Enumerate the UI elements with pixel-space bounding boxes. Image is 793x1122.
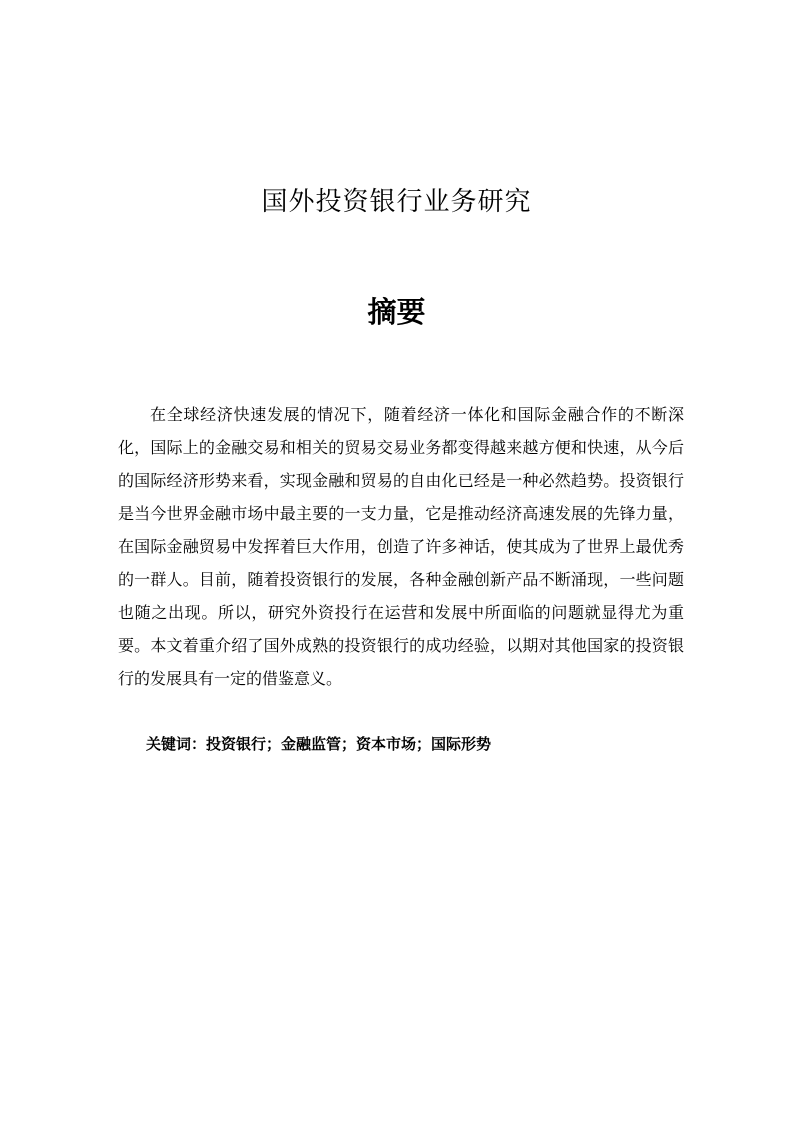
keywords-line [146, 730, 686, 758]
document-title: 国外投资银行业务研究 [261, 187, 532, 217]
abstract-paragraph: 在全球经济快速发展的情况下，随着经济一体化和国际金融合作的不断深化，国际上的金融交易和相关的贸易交易业务都变得越来越方便和快速，从今后的国际经济形势来看，实现金融和贸易的自由化已经是一种必然趋势。投资银行是当今世界金融市场中最主要的一支力量，它是推动经济高速发展的先锋力量，在国际金融贸易中发挥着巨大作用，创造了许多神话，使其成为了世界上最优秀的一群人。目前，随着投资银行的发展，各种金融创新产品不断涌现，一些问题也随之出现。所以，研究外资投行在运营和发展中所面临的问题就显得尤为重要。本文着重介绍了国外成熟的投资银行的成功经验，以期对其他国家的投资银行的发展具有一定的借鉴意义。 [118, 405, 684, 688]
keywords-label: 关键词： [146, 735, 207, 753]
keywords-list: 投资银行；金融监管；资本市场；国际形势 [206, 735, 492, 753]
abstract-heading: 摘要 [367, 295, 426, 329]
